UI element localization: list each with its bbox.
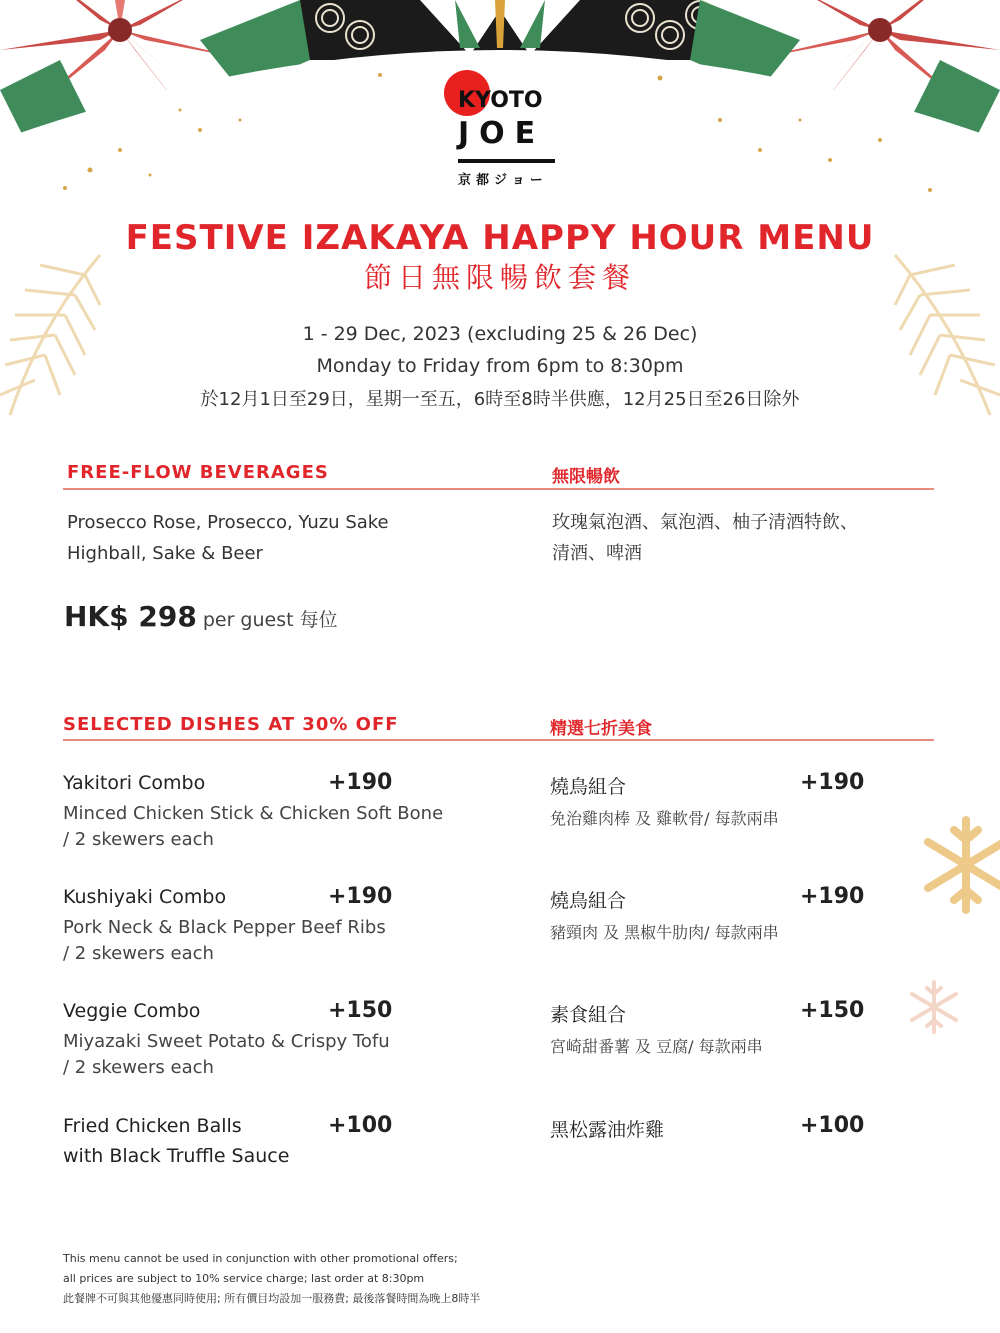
dishes-divider [63,739,934,741]
beverages-list [67,507,389,569]
dish-description: with Black Truffle Sauce [63,1145,290,1167]
snowflake-icon [918,812,1000,918]
dish-description-line: Miyazaki Sweet Potato & Crispy Tofu [63,1031,390,1052]
logo-line-1: KYOTO [458,88,543,113]
beverages-heading-chinese: 無限暢飲 [552,467,620,487]
dish-price: +190 [328,884,393,909]
beverage-line-chinese: 玫瑰氣泡酒、氣泡酒、柚子清酒特飲、 [552,512,858,533]
snowflake-icon [905,978,963,1036]
dish-description-chinese: 宮崎甜番薯 及 豆腐/ 每款兩串 [550,1037,763,1056]
beverages-list-chinese [552,507,858,569]
menu-title-chinese: 節日無限暢飲套餐 [363,261,636,294]
dish-price: +100 [328,1113,393,1138]
logo-line-2: JOE [458,116,546,151]
time-range: Monday to Friday from 6pm to 8:30pm [316,355,684,377]
free-flow-price [64,600,338,633]
dish-name: Veggie Combo [63,1000,201,1022]
dish-description-chinese: 免治雞肉棒 及 雞軟骨/ 每款兩串 [550,809,779,828]
dishes-heading: SELECTED DISHES AT 30% OFF [63,714,399,735]
dish-price-chinese: +150 [800,998,865,1023]
logo-line-3: 京都ジョー [458,173,548,188]
price-amount: HK$ 298 [64,600,197,633]
footer-line: This menu cannot be used in conjunction with other promotional offers; [63,1252,458,1265]
beverage-line: Prosecco Rose, Prosecco, Yuzu Sake [67,512,389,533]
dish-name: Yakitori Combo [63,772,206,794]
dish-name-chinese: 燒鳥組合 [550,776,627,798]
price-per-guest: per guest 每位 [202,609,338,631]
dish-price-chinese: +190 [800,770,865,795]
menu-title: FESTIVE IZAKAYA HAPPY HOUR MENU [125,218,875,258]
beverage-line-chinese: 清酒、啤酒 [552,543,642,564]
dish-name-chinese: 素食組合 [550,1004,627,1026]
dish-name: Kushiyaki Combo [63,886,227,908]
dish-price-chinese: +190 [800,884,865,909]
dish-price: +190 [328,770,393,795]
dish-description-line: / 2 skewers each [63,1057,214,1078]
dish-name-chinese: 黑松露油炸雞 [550,1119,665,1141]
dish-description-chinese: 豬頸肉 及 黑椒牛肋肉/ 每款兩串 [550,923,779,942]
beverage-line: Highball, Sake & Beer [67,543,263,564]
dish-description-line: / 2 skewers each [63,829,214,850]
dish-description-line: Minced Chicken Stick & Chicken Soft Bone [63,803,444,824]
dish-description-line: / 2 skewers each [63,943,214,964]
footer-line: all prices are subject to 10% service charge; last order at 8:30pm [63,1272,425,1285]
dish-name-chinese: 燒鳥組合 [550,890,627,912]
kyoto-joe-logo [440,68,564,192]
footer-notes [63,1249,480,1309]
dish-description [63,1029,390,1081]
dish-description [63,801,443,853]
beverages-divider [63,488,934,490]
dish-price-chinese: +100 [800,1113,865,1138]
logo-divider [458,159,555,163]
beverages-heading: FREE-FLOW BEVERAGES [67,462,329,483]
dishes-heading-chinese: 精選七折美食 [550,719,652,739]
dish-description [63,915,386,967]
dish-description-line: Pork Neck & Black Pepper Beef Ribs [63,917,386,938]
dish-name: Fried Chicken Balls [63,1115,242,1137]
footer-line: 此餐牌不可與其他優惠同時使用; 所有價目均設加一服務費; 最後落餐時間為晚上8時半 [63,1292,481,1305]
date-info-chinese: 於12月1日至29日，星期一至五，6時至8時半供應，12月25日至26日除外 [200,389,800,410]
dish-price: +150 [328,998,393,1023]
date-range: 1 - 29 Dec, 2023 (excluding 25 & 26 Dec) [302,323,698,345]
